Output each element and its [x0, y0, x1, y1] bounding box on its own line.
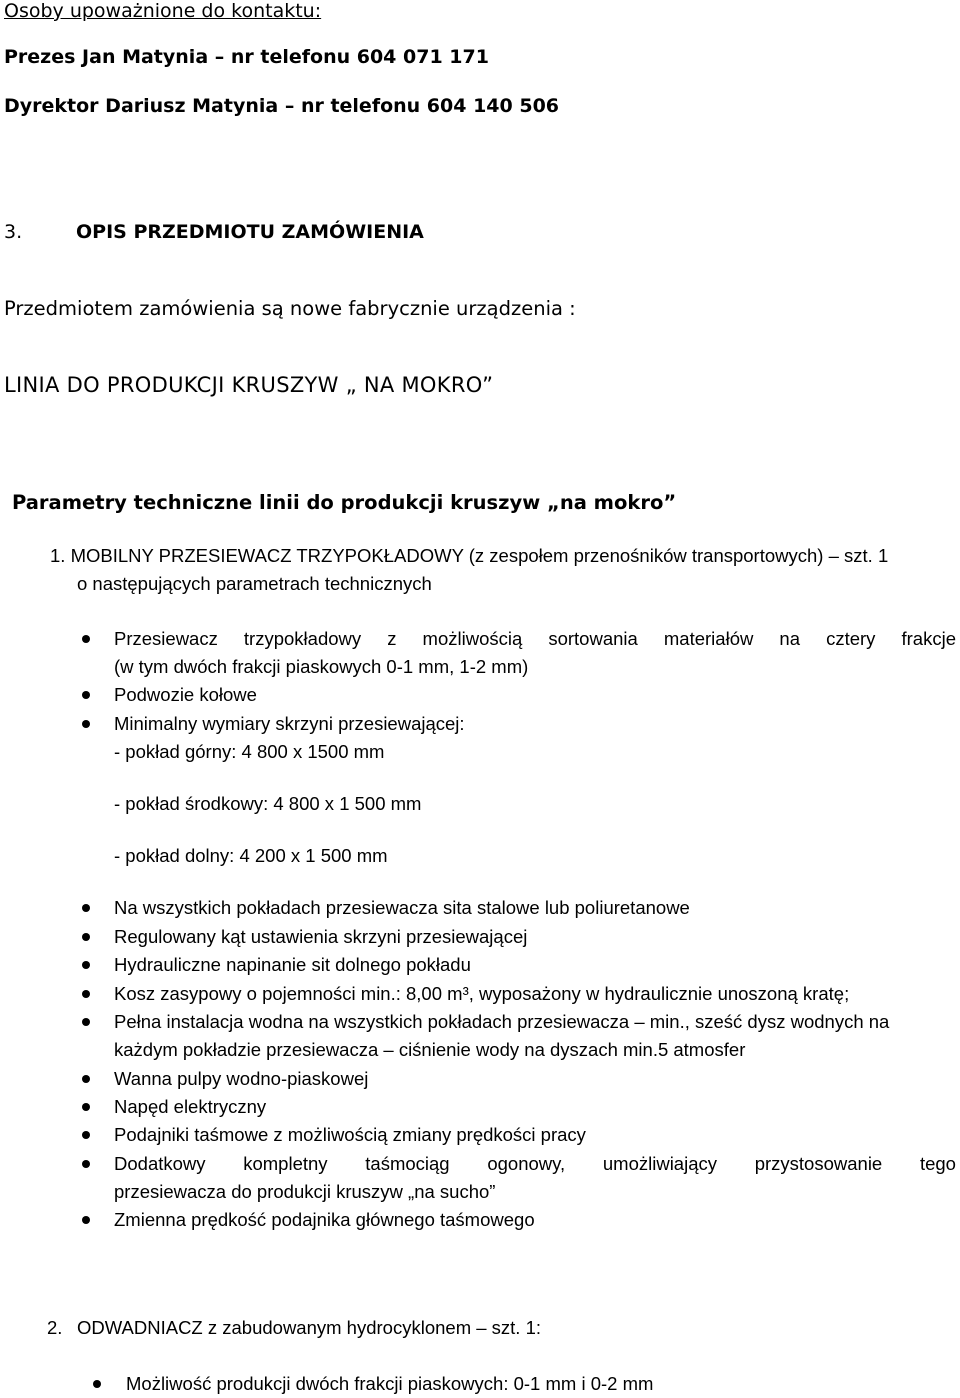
- list-item-conveyor: Dodatkowy kompletny taśmociąg ogonowy, umożliwiający przystosowanie tego przesiewacza do produkcji kruszyw „na sucho”: [114, 1153, 956, 1202]
- contacts-heading: Osoby upoważnione do kontaktu:: [4, 0, 322, 22]
- bullet-icon: [82, 1103, 90, 1111]
- bullet-icon: [93, 1380, 101, 1388]
- list-item-angle: Regulowany kąt ustawienia skrzyni przesiewającej: [114, 926, 528, 947]
- list-item-screen: Przesiewacz trzypokładowy z możliwością sortowania materiałów na cztery frakcje (w tym dwóch frakcji piaskowych 0-1 mm, 1-2 mm): [114, 628, 956, 677]
- bullet-icon: [82, 691, 90, 699]
- list-item-sieves: Na wszystkich pokładach przesiewacza sita stalowe lub poliuretanowe: [114, 897, 690, 918]
- list-item-tank: Wanna pulpy wodno-piaskowej: [114, 1068, 369, 1089]
- list-item-drive: Napęd elektryczny: [114, 1096, 267, 1117]
- bullet-icon: [82, 933, 90, 941]
- bullet-icon: [82, 1018, 90, 1026]
- list-item-water: Pełna instalacja wodna na wszystkich pokładach przesiewacza – min., sześć dysz wodnych na każdym pokładzie przesiewacza – ciśnienie wody na dyszach min.5 atmosfer: [114, 1011, 890, 1060]
- bullet-icon: [82, 1160, 90, 1168]
- list-item-dimensions: Minimalny wymiary skrzyni przesiewającej: - pokład górny: 4 800 x 1500 mm - pokład środkowy: 4 800 x 1 500 mm - pokład dolny: 4 200 x 1 500 mm: [114, 713, 465, 866]
- item1-title: 1. MOBILNY PRZESIEWACZ TRZYPOKŁADOWY (z zespołem przenośników transportowych) – szt. 1: [50, 545, 889, 566]
- section-number: 3.: [4, 221, 23, 243]
- item2-title: ODWADNIACZ z zabudowanym hydrocyklonem – szt. 1:: [77, 1317, 542, 1338]
- bullet-icon: [82, 904, 90, 912]
- bullet-icon: [82, 961, 90, 969]
- bullet-icon: [82, 1216, 90, 1224]
- contact-president: Prezes Jan Matynia – nr telefonu 604 071 171: [4, 46, 489, 68]
- section-intro: Przedmiotem zamówienia są nowe fabrycznie urządzenia :: [4, 297, 576, 320]
- bullet-icon: [82, 635, 90, 643]
- item2-number: 2.: [47, 1317, 63, 1338]
- item1-subtitle: o następujących parametrach technicznych: [77, 573, 432, 594]
- list-item-hopper: Kosz zasypowy o pojemności min.: 8,00 m³, wyposażony w hydraulicznie unoszoną kratę;: [114, 983, 850, 1004]
- params-title: Parametry techniczne linii do produkcji kruszyw „na mokro”: [12, 491, 677, 514]
- list-item-tensioning: Hydrauliczne napinanie sit dolnego pokładu: [114, 954, 471, 975]
- bullet-icon: [82, 990, 90, 998]
- bullet-icon: [82, 720, 90, 728]
- line-title: LINIA DO PRODUKCJI KRUSZYW „ NA MOKRO”: [4, 373, 494, 397]
- list-item-feeders: Podajniki taśmowe z możliwością zmiany prędkości pracy: [114, 1124, 586, 1145]
- item2-bullet: Możliwość produkcji dwóch frakcji piaskowych: 0-1 mm i 0-2 mm: [126, 1373, 654, 1394]
- contact-director: Dyrektor Dariusz Matynia – nr telefonu 604 140 506: [4, 95, 560, 117]
- list-item-chassis: Podwozie kołowe: [114, 684, 257, 705]
- section-title: OPIS PRZEDMIOTU ZAMÓWIENIA: [76, 221, 424, 243]
- bullet-icon: [82, 1131, 90, 1139]
- list-item-speed: Zmienna prędkość podajnika głównego taśmowego: [114, 1209, 535, 1230]
- bullet-icon: [82, 1075, 90, 1083]
